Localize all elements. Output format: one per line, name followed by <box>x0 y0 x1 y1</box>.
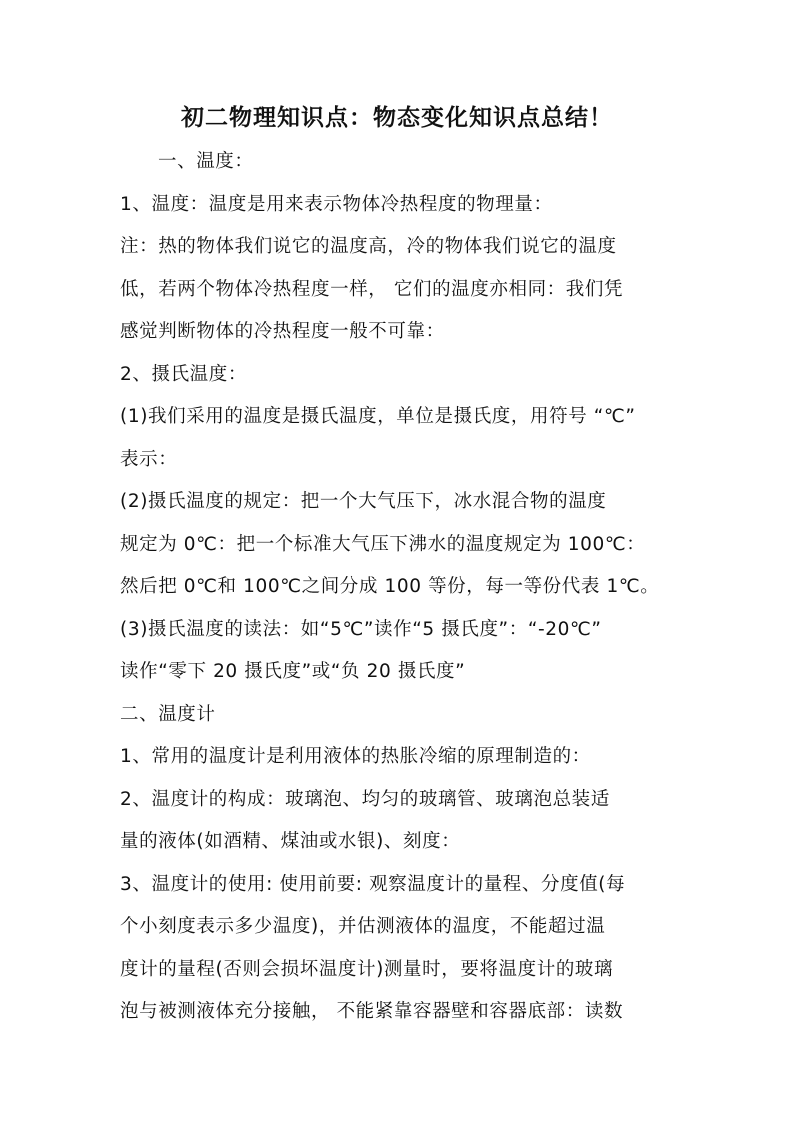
paragraph-line: 量的液体(如酒精、煤油或水银)、刻度： <box>120 831 461 852</box>
paragraph-line: 3、温度计的使用: 使用前要: 观察温度计的量程、分度值(每 <box>120 874 626 895</box>
paragraph-line: 表示： <box>120 449 178 470</box>
document-title: 初二物理知识点：物态变化知识点总结！ <box>181 104 613 131</box>
paragraph-line: (1)我们采用的温度是摄氏温度，单位是摄氏度，用符号 “℃” <box>120 406 636 427</box>
paragraph-line: 1、温度：温度是用来表示物体冷热程度的物理量： <box>120 194 553 215</box>
section-heading-thermometer: 二、温度计 <box>120 704 216 725</box>
paragraph-line: 个小刻度表示多少温度)，并估测液体的温度，不能超过温 <box>120 916 606 937</box>
subsection-heading-celsius: 2、摄氏温度： <box>120 364 247 385</box>
paragraph-line: 感觉判断物体的冷热程度一般不可靠： <box>120 321 445 342</box>
paragraph-line: (2)摄氏温度的规定：把一个大气压下，冰水混合物的温度 <box>120 491 607 512</box>
paragraph-line: 注：热的物体我们说它的温度高，冷的物体我们说它的温度 <box>120 236 617 257</box>
paragraph-line: 读作“零下 20 摄氏度”或“负 20 摄氏度” <box>120 661 466 682</box>
section-heading-temperature: 一、温度： <box>158 151 254 172</box>
paragraph-line: 2、温度计的构成：玻璃泡、均匀的玻璃管、玻璃泡总装适 <box>120 789 610 810</box>
paragraph-line: 规定为 0℃：把一个标准大气压下沸水的温度规定为 100℃： <box>120 534 646 555</box>
paragraph-line: 然后把 0℃和 100℃之间分成 100 等份，每一等份代表 1℃。 <box>120 576 660 597</box>
paragraph-line: 度计的量程(否则会损坏温度计)测量时，要将温度计的玻璃 <box>120 959 614 980</box>
paragraph-line: (3)摄氏温度的读法：如“5℃”读作“5 摄氏度”：“-20℃” <box>120 619 602 640</box>
paragraph-line: 1、常用的温度计是利用液体的热胀冷缩的原理制造的： <box>120 746 591 767</box>
paragraph-line: 低，若两个物体冷热程度一样， 它们的温度亦相同：我们凭 <box>120 279 624 300</box>
paragraph-line: 泡与被测液体充分接触， 不能紧靠容器壁和容器底部：读数 <box>120 1001 624 1022</box>
